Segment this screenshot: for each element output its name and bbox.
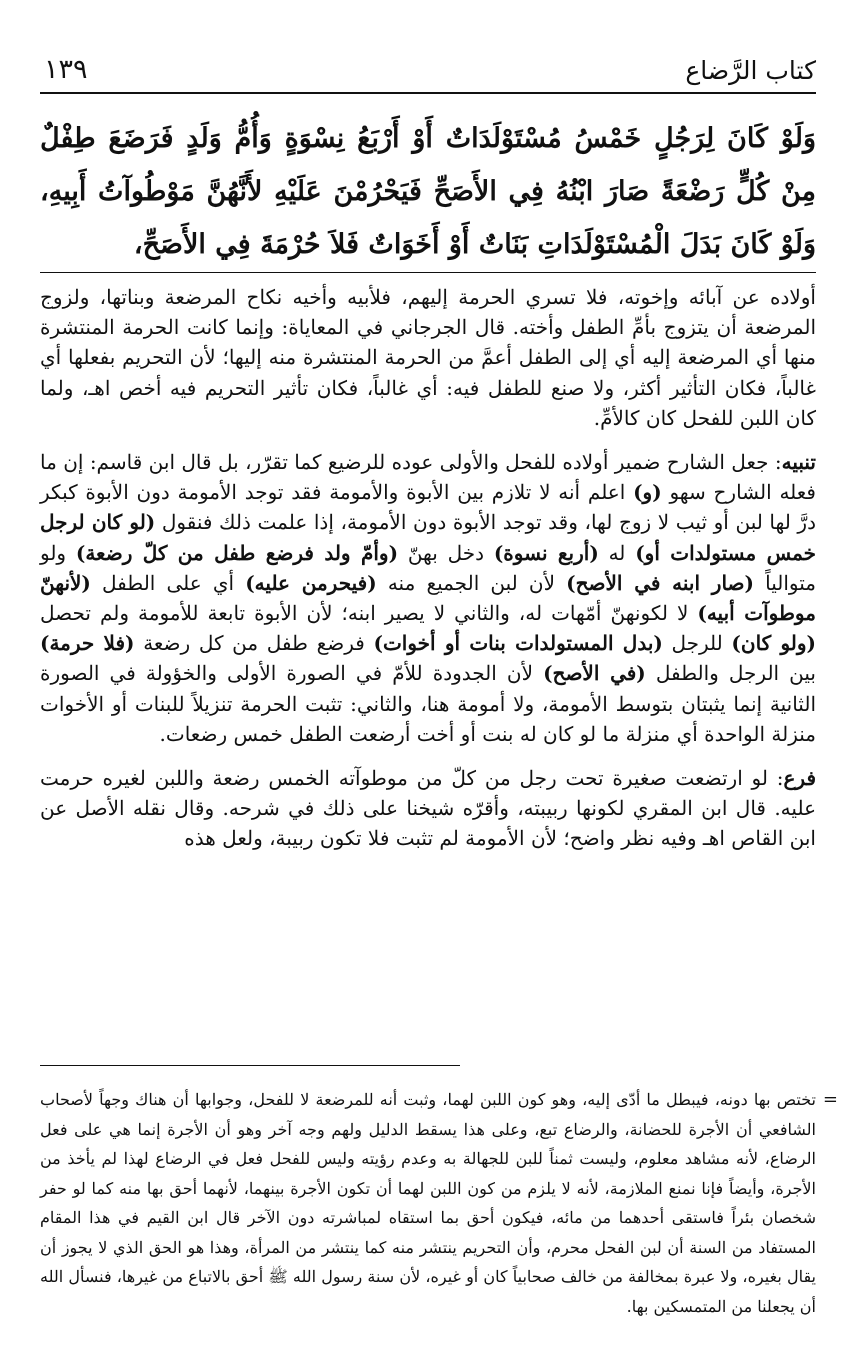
paragraph-2-tanbih bbox=[40, 447, 816, 749]
quote-span: (فلا حرمة) bbox=[40, 631, 135, 656]
quote-span: (أربع نسوة) bbox=[493, 540, 599, 565]
footnote-continuation-mark: = bbox=[822, 1089, 838, 1110]
text-span: فرضع طفل من كل رضعة bbox=[134, 631, 374, 656]
paragraph-3-far bbox=[40, 763, 816, 854]
commentary bbox=[40, 282, 816, 854]
paragraph-1: أولاده عن آبائه وإخوته، فلا تسري الحرمة إليهم، فلأبيه وأخيه نكاح المرضعة وبناتها، ولزوج المرضعة أن يتزوج بأمِّ الطفل وأخته. قال الجرجاني في المعاياة: وإنما كانت الحرمة المنتشرة منها أي المرضعة إليه أي إلى الطفل أعمَّ من الحرمة المنتشرة منه إليها؛ لأن التحريم بفعلها أي غالباً، فكان التأثير أكثر، ولا صنع للطفل فيه: أي غالباً، فكان تأثير التحريم فيه أخص اهـ، ولما كان اللبن للفحل كان كالأمِّ. bbox=[40, 285, 817, 430]
quote-span: (و) bbox=[633, 480, 662, 505]
text-span: لأن الجدودة للأمّ في الصورة الأولى والخؤولة في الصورة الثانية إنما يثبتان بتوسط الأمومة، ولا أمومة هنا، والثاني: تثبت الحرمة تنزيلاً للبنات أو الأخوات منزلة الواحدة أي منزلة ما لو كان له بنت أو أخت أرضعت الطفل خمس رضعات. bbox=[40, 661, 816, 746]
quote-span: (صار ابنه في الأصح) bbox=[566, 570, 754, 595]
text-span: بين الرجل والطفل bbox=[645, 661, 817, 686]
text-span: للرجل bbox=[662, 631, 732, 656]
footnote-divider bbox=[40, 1065, 460, 1066]
text-span: لا لكونهنّ أمّهات له، والثاني لا يصير ابنه؛ لأن الأبوة تابعة للأمومة ولم تحصل bbox=[40, 601, 698, 626]
quote-span: (في الأصح) bbox=[543, 661, 646, 686]
text-span: اعلم أنه لا تلازم بين الأبوة والأمومة فقد توجد الأمومة دون الأبوة كبكر درَّ لها لبن أو ثيب لا زوج لها، وقد توجد الأبوة دون الأمومة، إذا علمت ذلك فنقول bbox=[40, 480, 816, 535]
text-span: ولو متوالياً bbox=[40, 540, 817, 595]
quote-span: (ولو كان) bbox=[731, 631, 816, 656]
text-span: دخل بهنّ bbox=[398, 540, 494, 565]
page-number: ١٣٩ bbox=[44, 54, 88, 85]
page-header bbox=[40, 52, 816, 94]
matn-divider bbox=[40, 272, 816, 273]
text-span: أي على الطفل bbox=[90, 570, 246, 595]
quote-span: (بدل المستولدات بنات أو أخوات) bbox=[373, 631, 663, 656]
quote-span: (وأمّ ولد فرضع طفل من كلّ رضعة) bbox=[75, 540, 399, 565]
chapter-title: كتاب الرَّضاع bbox=[685, 56, 816, 85]
quote-span: (لو كان لرجل خمس مستولدات أو) bbox=[40, 510, 816, 565]
text-span: لأن لبن الجميع منه bbox=[376, 570, 567, 595]
matn-text: وَلَوْ كَانَ لِرَجُلٍ خَمْسُ مُسْتَوْلَدَاتٌ أَوْ أَرْبَعُ نِسْوَةٍ وَأُمُّ وَلَدٍ فَرَضَعَ طِفْلٌ مِنْ كُلٍّ رَضْعَةً صَارَ ابْنُهُ فِي الأَصَحِّ فَيَحْرُمْنَ عَلَيْهِ لأَنَّهُنَّ مَوْطُوآتُ أَبِيهِ، وَلَوْ كَانَ بَدَلَ الْمُسْتَوْلَدَاتِ بَنَاتٌ أَوْ أَخَوَاتٌ فَلاَ حُرْمَةَ فِي الأَصَحِّ، bbox=[40, 123, 816, 260]
footnote bbox=[40, 1085, 838, 1321]
text-span: : لو ارتضعت صغيرة تحت رجل من كلّ من موطوآته الخمس رضعة واللبن لغيره حرمت عليه. قال ابن المقري لكونها ربيبته، وأقرّه شيخنا على ذلك في شرحه. وقال نقله الأصل عن ابن القاص اهـ وفيه نظر واضح؛ لأن الأمومة لم تثبت فلا تكون ربيبة، ولعل هذه bbox=[40, 766, 816, 851]
footnote-text: تختص بها دونه، فيبطل ما أدّى إليه، وهو كون اللبن لهما، وثبت أنه للمرضعة لا للفحل، وجوابها أن هناك وجهاً لأصحاب الشافعي أن الأجرة للحضانة، والرضاع تبع، وعلى هذا يسقط الدليل ولهم وجه آخر وهو أن الأجرة إنما هي على فعل الرضاع، لأنه مشاهد معلوم، وليست ثمناً للبن للجهالة به وعدم رؤيته وليس للفحل فعل في الرضاع لهذا لم يأخذ من الأجرة، وأيضاً فإنا نمنع الملازمة، لأنه لا يلزم من كون اللبن لهما أن تكون الأجرة بينهما، لأنهما أحق بها منه كما لو حفر شخصان بئراً فاستقى أحدهما من مائه، فيكون أحق بما استقاه لمباشرته دون الآخر قال ابن القيم في هذا المقام المستفاد من السنة أن لبن الفحل محرم، وأن التحريم ينتشر منه كما ينتشر من المرأة، وهذا هو الحق الذي لا يجوز أن يقال بغيره، ولا عبرة بمخالفة من خالف صحابياً كان أو غيره، لأن سنة رسول الله ﷺ أحق بالاتباع من غيرها، فنسأل الله أن يجعلنا من المتمسكين بها. bbox=[40, 1090, 817, 1316]
quote-span: (فيحرمن عليه) bbox=[245, 570, 377, 595]
quote-span: (لأنهنّ موطوآت أبيه) bbox=[40, 570, 816, 626]
text-span: : جعل الشارح ضمير أولاده للفحل والأولى عوده للرضيع كما تقرّر، بل قال ابن قاسم: إن ما فعله الشارح سهو bbox=[40, 450, 816, 505]
far-heading: فرع bbox=[783, 766, 816, 791]
text-span: له bbox=[598, 540, 636, 565]
tanbih-heading: تنبيه bbox=[781, 450, 816, 475]
